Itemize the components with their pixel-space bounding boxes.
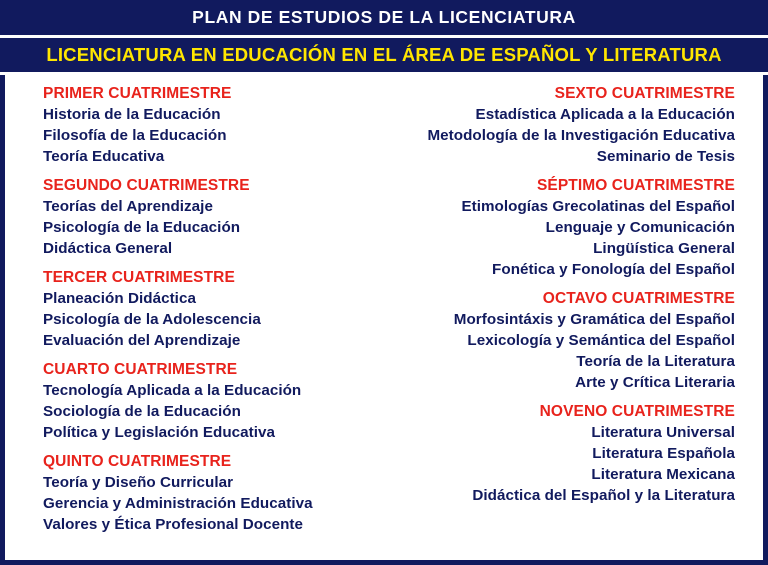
course-item: Literatura Mexicana [591, 466, 735, 483]
course-item: Didáctica General [43, 240, 173, 257]
course-item: Teorías del Aprendizaje [43, 198, 213, 215]
course-item: Metodología de la Investigación Educativa [427, 127, 735, 144]
course-item: Planeación Didáctica [43, 290, 196, 307]
term-group-6 [384, 83, 735, 167]
course-item: Literatura Universal [591, 424, 735, 441]
course-item: Evaluación del Aprendizaje [43, 332, 241, 349]
course-item: Fonética y Fonología del Español [492, 261, 735, 278]
course-item: Teoría Educativa [43, 148, 165, 165]
term-group-1 [43, 83, 384, 167]
course-item: Sociología de la Educación [43, 403, 241, 420]
term-title: SEGUNDO CUATRIMESTRE [43, 177, 250, 194]
course-item: Lenguaje y Comunicación [545, 219, 735, 236]
degree-name: LICENCIATURA EN EDUCACIÓN EN EL ÁREA DE ESPAÑOL Y LITERATURA [46, 44, 722, 65]
term-title: QUINTO CUATRIMESTRE [43, 453, 232, 470]
course-item: Psicología de la Educación [43, 219, 241, 236]
curriculum-column-right [384, 83, 763, 555]
course-item: Política y Legislación Educativa [43, 424, 276, 441]
course-item: Literatura Española [592, 445, 735, 462]
term-group-4 [43, 359, 384, 443]
term-title: NOVENO CUATRIMESTRE [539, 403, 735, 420]
curriculum-columns [5, 75, 763, 555]
course-item: Filosofía de la Educación [43, 127, 227, 144]
curriculum-column-left [5, 83, 384, 555]
course-item: Lingüística General [593, 240, 735, 257]
term-group-3 [43, 267, 384, 351]
term-title: OCTAVO CUATRIMESTRE [542, 290, 735, 307]
course-item: Lexicología y Semántica del Español [467, 332, 735, 349]
course-item: Tecnología Aplicada a la Educación [43, 382, 302, 399]
course-item: Seminario de Tesis [596, 148, 735, 165]
course-item: Teoría y Diseño Curricular [43, 474, 234, 491]
term-title: PRIMER CUATRIMESTRE [43, 85, 232, 102]
course-item: Valores y Ética Profesional Docente [43, 516, 304, 533]
course-item: Didáctica del Español y la Literatura [472, 487, 735, 504]
course-item: Arte y Crítica Literaria [575, 374, 735, 391]
term-group-7 [384, 175, 735, 280]
term-group-9 [384, 401, 735, 506]
term-group-5 [43, 451, 384, 535]
page-title: PLAN DE ESTUDIOS DE LA LICENCIATURA [192, 7, 576, 27]
course-item: Teoría de la Literatura [576, 353, 735, 370]
course-item: Historia de la Educación [43, 106, 221, 123]
course-item: Gerencia y Administración Educativa [43, 495, 313, 512]
course-item: Psicología de la Adolescencia [43, 311, 261, 328]
course-item: Estadística Aplicada a la Educación [475, 106, 735, 123]
course-item: Morfosintáxis y Gramática del Español [453, 311, 735, 328]
term-title: CUARTO CUATRIMESTRE [43, 361, 238, 378]
poster-title-bar [0, 0, 768, 35]
course-item: Etimologías Grecolatinas del Español [461, 198, 735, 215]
term-title: SÉPTIMO CUATRIMESTRE [536, 177, 735, 194]
term-group-8 [384, 288, 735, 393]
term-group-2 [43, 175, 384, 259]
term-title: TERCER CUATRIMESTRE [43, 269, 235, 286]
poster-subtitle-bar [0, 35, 768, 75]
term-title: SEXTO CUATRIMESTRE [554, 85, 735, 102]
